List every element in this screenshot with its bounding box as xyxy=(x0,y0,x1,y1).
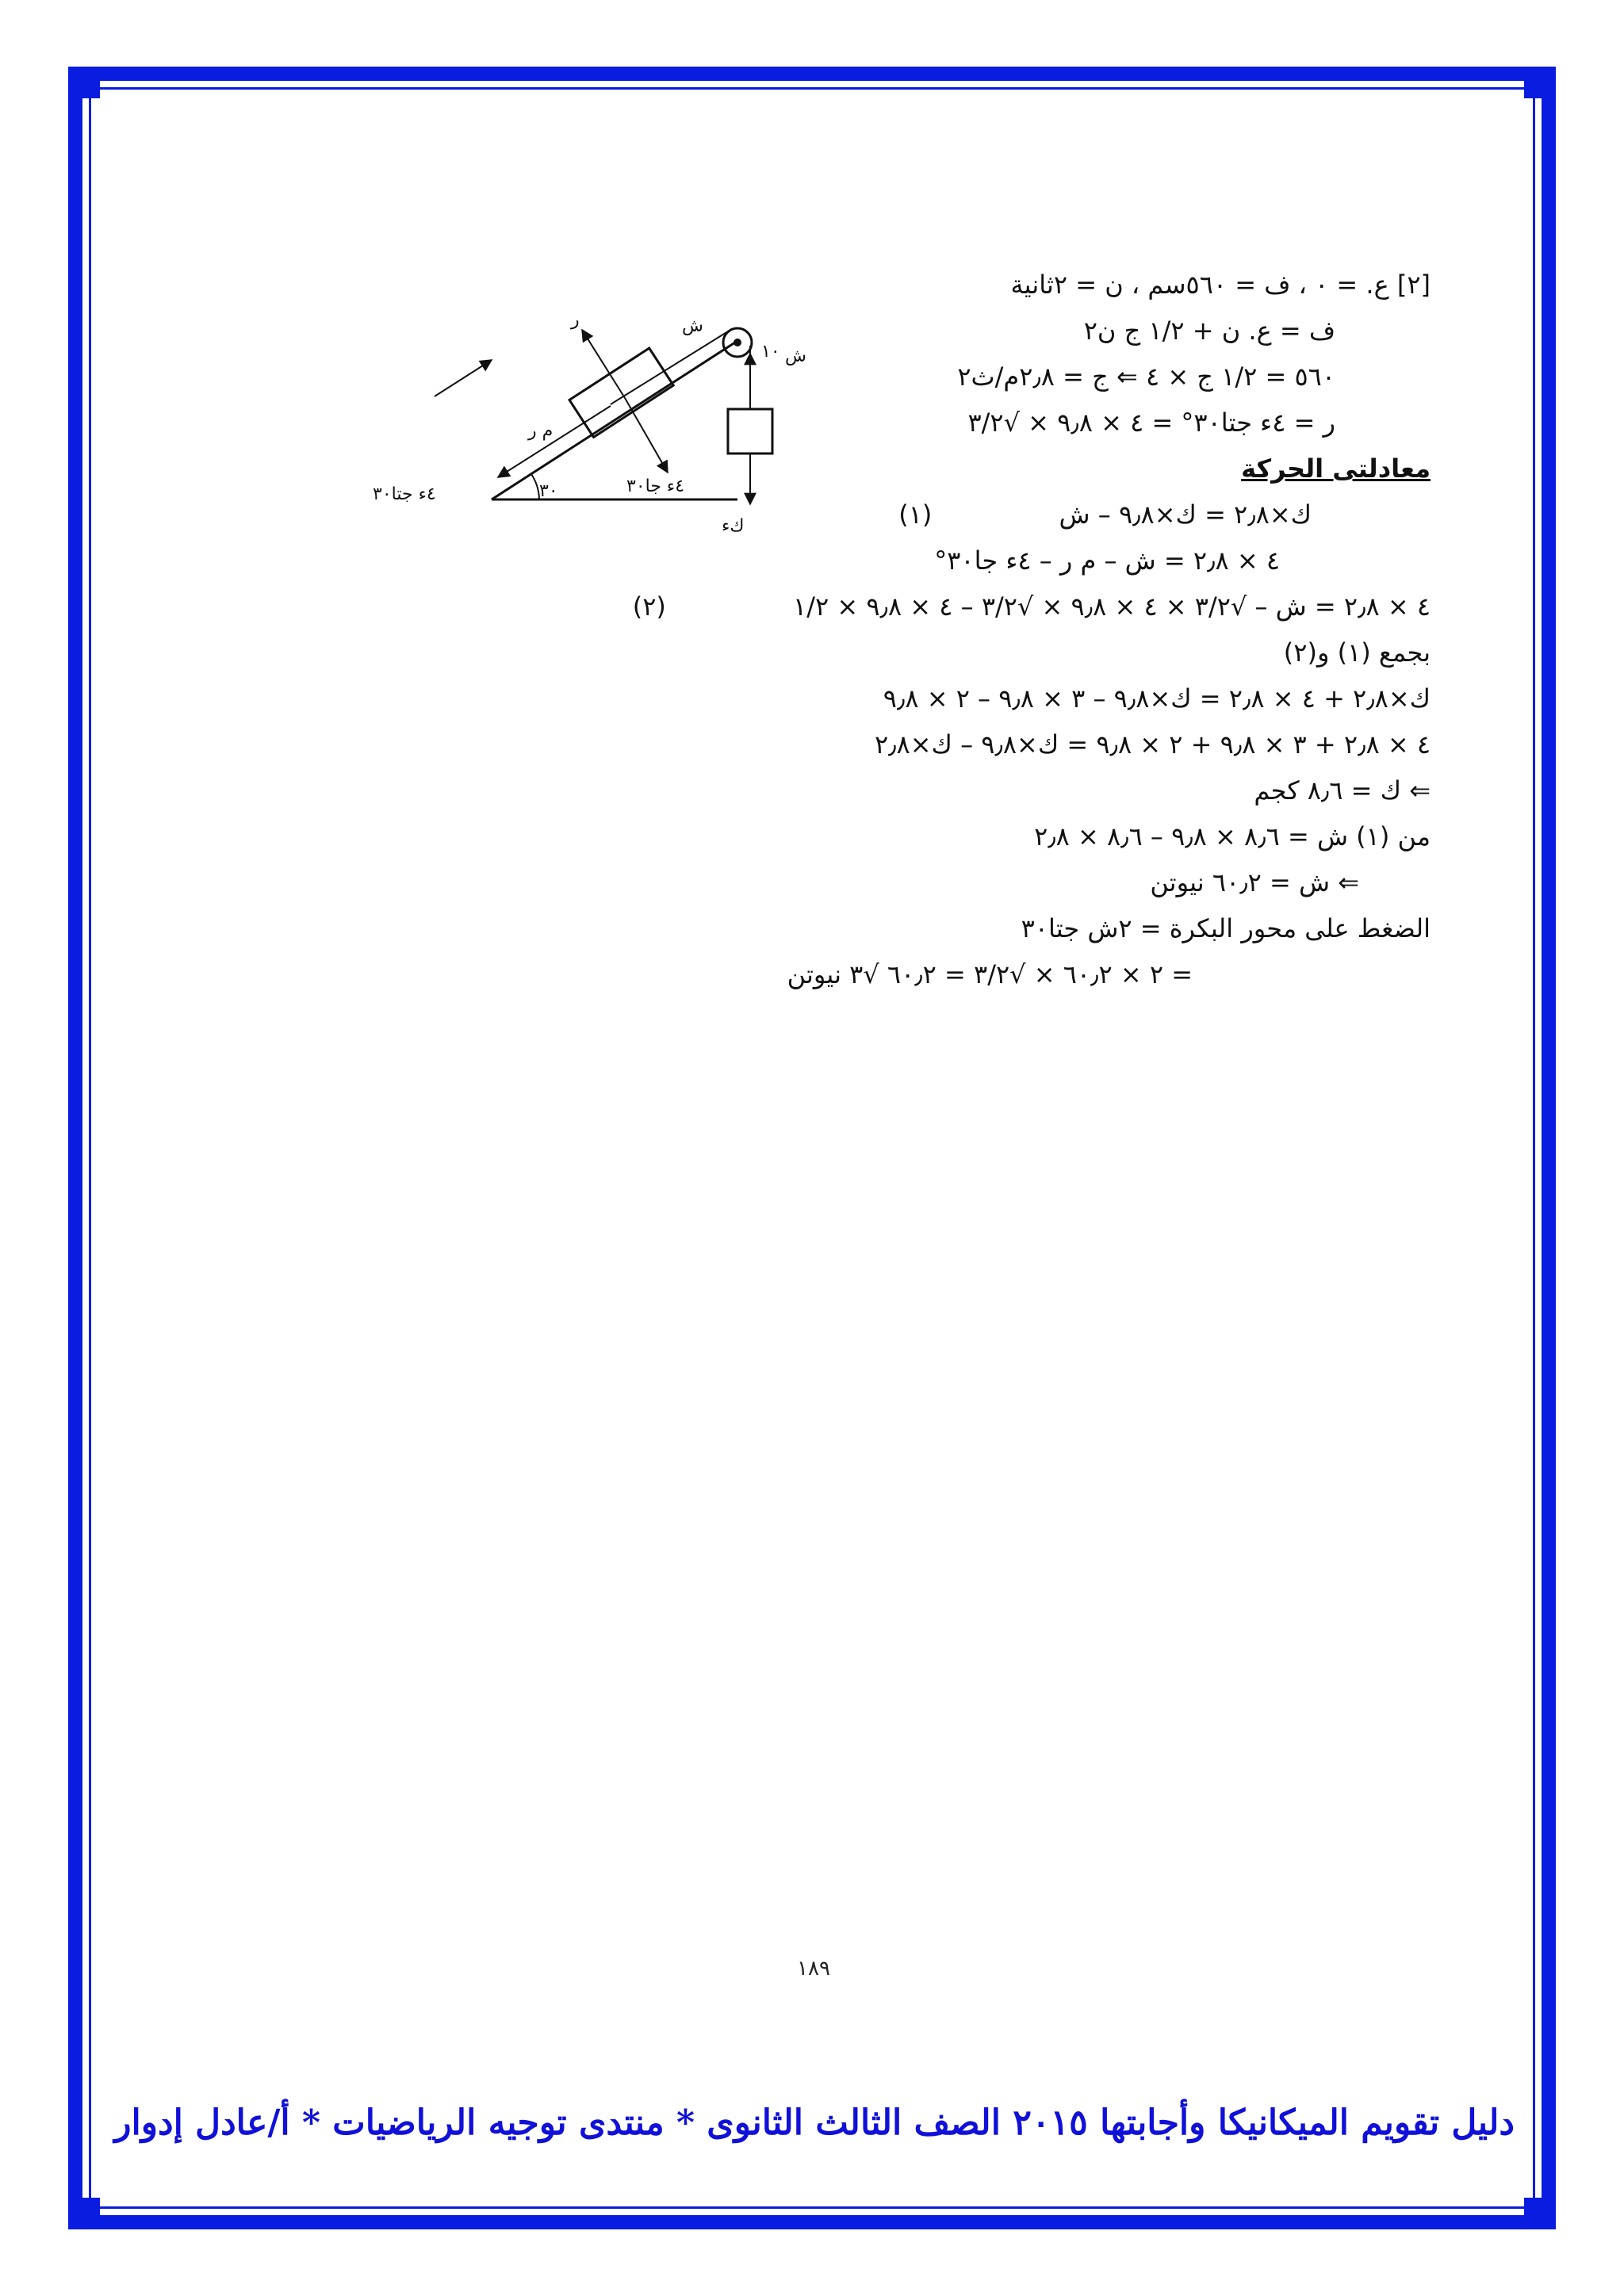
label-tension-1: ش xyxy=(682,316,703,336)
result-pressure: = ٢ × ٦٠٫٢ × √٣/٢ = ٦٠٫٢ √٣ نيوتن xyxy=(787,959,1193,989)
given-values: [٢] ع. = ٠ ، ف = ٥٦٠سم ، ن = ٢ثانية xyxy=(1010,270,1431,300)
equation-2-row xyxy=(632,584,1431,629)
label-weight-component-1: ٤ء جتا٣٠ xyxy=(373,484,436,504)
border-corner-top-right xyxy=(1524,67,1556,98)
border-corner-bottom-left xyxy=(68,2198,100,2229)
border-corner-bottom-right xyxy=(1524,2198,1556,2229)
label-tension-2: ش xyxy=(785,346,806,366)
equation-2: ٤ × ٢٫٨ = ش – √٣/٢ × ٤ × ٩٫٨ × √٣/٢ – ٤ × ٩٫٨ × ١/٢ xyxy=(793,591,1431,622)
adding-equations: بجمع (١) و(٢) xyxy=(1283,637,1431,668)
label-normal: ر xyxy=(571,310,580,330)
result-mass: ⇐ ك = ٨٫٦ كجم xyxy=(1254,775,1431,806)
label-angle: ٣٠ xyxy=(539,481,558,501)
border-corner-top-left xyxy=(68,67,100,98)
label-weight-component-2: ٤ء جا٣٠ xyxy=(626,476,685,496)
result-tension: ⇐ ش = ٦٠٫٢ نيوتن xyxy=(1150,867,1359,897)
equation-tension: من (١) ش = ٨٫٦ × ٩٫٨ – ٨٫٦ × ٢٫٨ xyxy=(1034,821,1431,851)
label-length: ١٠ xyxy=(761,342,780,362)
equation-1: ك×٢٫٨ = ك×٩٫٨ – ش xyxy=(1059,499,1312,530)
angle-arc xyxy=(531,474,539,499)
section-heading-motion: معادلتى الحركة xyxy=(1241,453,1431,484)
equation-sum: ك×٢٫٨ + ٤ × ٢٫٨ = ك×٩٫٨ – ٣ × ٩٫٨ – ٢ × ٩٫٨ xyxy=(883,683,1431,714)
equation-number-1: (١) xyxy=(898,499,933,530)
motion-direction-arrow xyxy=(435,360,492,396)
label-hanging-weight: كء xyxy=(722,516,745,536)
friction-arrow xyxy=(498,406,611,477)
page-number: ١٨٩ xyxy=(797,1957,830,1980)
equation-acceleration: ٥٦٠ = ١/٢ ج × ٤ ⇐ ج = ٢٫٨م/ث٢ xyxy=(957,362,1335,392)
equation-incline: ٤ × ٢٫٨ = ش – م ر – ٤ء جا٣٠° xyxy=(934,545,1280,576)
footer-credit: دليل تقويم الميكانيكا وأجابتها ٢٠١٥ الصف الثالث الثانوى * منتدى توجيه الرياضيات * أ/عادل إدوار xyxy=(114,2103,1515,2143)
label-friction: م ر xyxy=(528,421,553,441)
equation-rearranged: ٤ × ٢٫٨ + ٣ × ٩٫٨ + ٢ × ٩٫٨ = ك×٩٫٨ – ك×٢٫٨ xyxy=(874,729,1431,760)
equation-normal: ر = ٤ء جتا٣٠° = ٤ × ٩٫٨ × √٣/٢ xyxy=(967,408,1335,438)
pulley-pressure: الضغط على محور البكرة = ٢ش جتا٣٠ xyxy=(1021,913,1431,943)
equation-distance: ف = ع. ن + ١/٢ ج ن٢ xyxy=(1083,316,1335,346)
solution-text xyxy=(632,262,1431,997)
equation-1-row xyxy=(693,492,1431,538)
perp-component-arrow xyxy=(625,398,668,473)
equation-number-2: (٢) xyxy=(632,591,666,622)
